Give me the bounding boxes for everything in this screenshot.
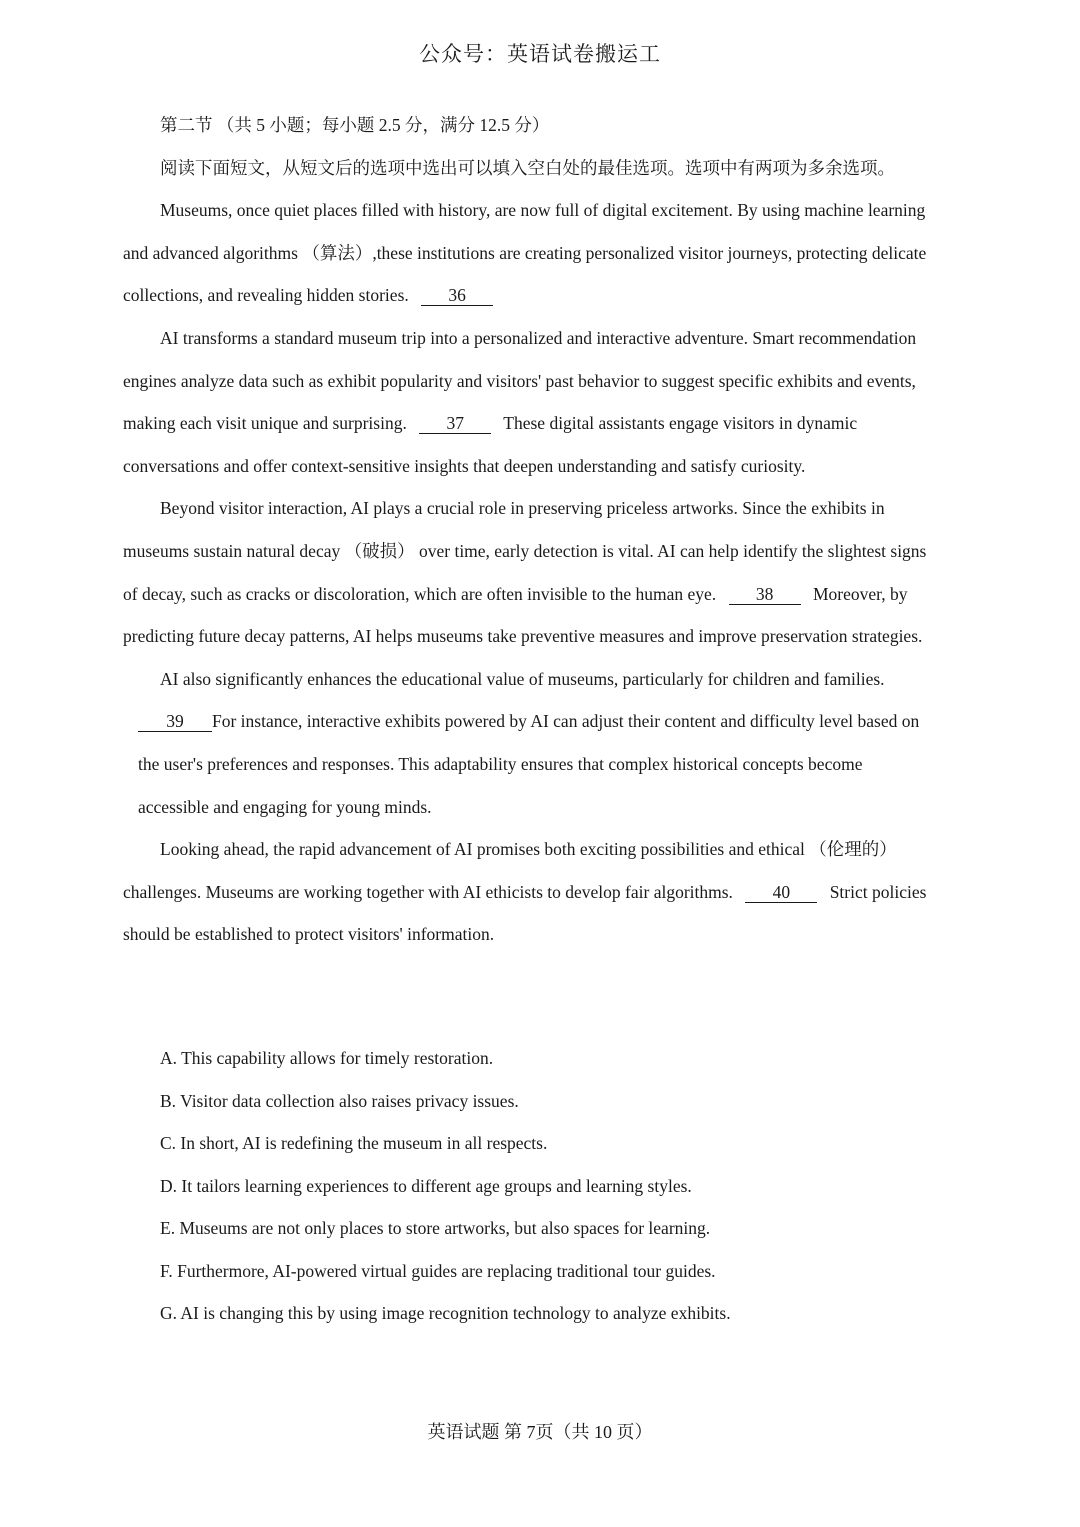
passage-text: These digital assistants engage visitors in dynamic [503,413,858,434]
passage-text: of decay, such as cracks or discoloration, which are often invisible to the human eye. [123,583,717,604]
page-header-title: 公众号：英语试卷搬运工 [419,42,661,66]
passage-line: AI also significantly enhances the educational value of museums, particularly for children and families. [160,668,885,689]
passage-line: Beyond visitor interaction, AI plays a crucial role in preserving priceless artworks. Since the exhibits in [160,498,885,519]
passage-line [123,402,963,445]
passage-text: collections, and revealing hidden stories. [123,285,409,306]
section-instruction: 阅读下面短文，从短文后的选项中选出可以填入空白处的最佳选项。选项中有两项为多余选项。 [160,157,895,178]
passage-line: accessible and engaging for young minds. [138,796,432,817]
passage-line: museums sustain natural decay （破损） over time, early detection is vital. AI can help identify the slightest signs [123,540,927,561]
blank-39: 39 [138,711,212,732]
passage-text: Strict policies [829,881,927,902]
passage-line: should be established to protect visitors' information. [123,924,495,945]
blank-40: 40 [745,882,817,903]
passage-line: predicting future decay patterns, AI helps museums take preventive measures and improve preservation strategies. [123,626,923,647]
section-heading: 第二节 （共 5 小题；每小题 2.5 分，满分 12.5 分） [160,115,550,135]
passage-line: the user's preferences and responses. This adaptability ensures that complex historical concepts become [138,753,863,774]
passage-text: challenges. Museums are working together with AI ethicists to develop fair algorithms. [123,881,733,902]
blank-37: 37 [419,413,491,434]
option-g: G. AI is changing this by using image recognition technology to analyze exhibits. [160,1303,731,1323]
page-footer: 英语试题 第 7页（共 10 页） [427,1422,653,1442]
blank-38: 38 [729,584,801,605]
passage-text: Moreover, by [812,583,908,604]
passage-line [123,871,963,914]
option-c: C. In short, AI is redefining the museum in all respects. [160,1133,548,1153]
passage-line: and advanced algorithms （算法）,these institutions are creating personalized visitor journeys, protecting delicate [123,242,927,263]
passage-line [123,274,963,317]
option-b: B. Visitor data collection also raises privacy issues. [160,1090,519,1111]
option-d: D. It tailors learning experiences to different age groups and learning styles. [160,1175,692,1196]
passage-line: AI transforms a standard museum trip into a personalized and interactive adventure. Smart recommendation [160,327,917,348]
passage-line: Looking ahead, the rapid advancement of AI promises both exciting possibilities and ethical （伦理的） [160,839,897,860]
option-a: A. This capability allows for timely restoration. [160,1048,494,1068]
passage-line: engines analyze data such as exhibit popularity and visitors' past behavior to suggest specific exhibits and events, [123,370,916,391]
options-list [160,1037,731,1335]
option-e: E. Museums are not only places to store artworks, but also spaces for learning. [160,1218,711,1238]
passage-line: conversations and offer context-sensitive insights that deepen understanding and satisfy curiosity. [123,455,806,476]
passage-line [123,573,963,616]
passage-line [123,700,963,743]
passage-line: Museums, once quiet places filled with history, are now full of digital excitement. By using machine learning [160,200,926,221]
option-f: F. Furthermore, AI-powered virtual guides are replacing traditional tour guides. [160,1260,716,1281]
blank-36: 36 [421,285,493,306]
reading-section [123,104,963,956]
passage-text: For instance, interactive exhibits powered by AI can adjust their content and difficulty level based on [212,711,920,732]
passage-text: making each visit unique and surprising. [123,413,407,434]
